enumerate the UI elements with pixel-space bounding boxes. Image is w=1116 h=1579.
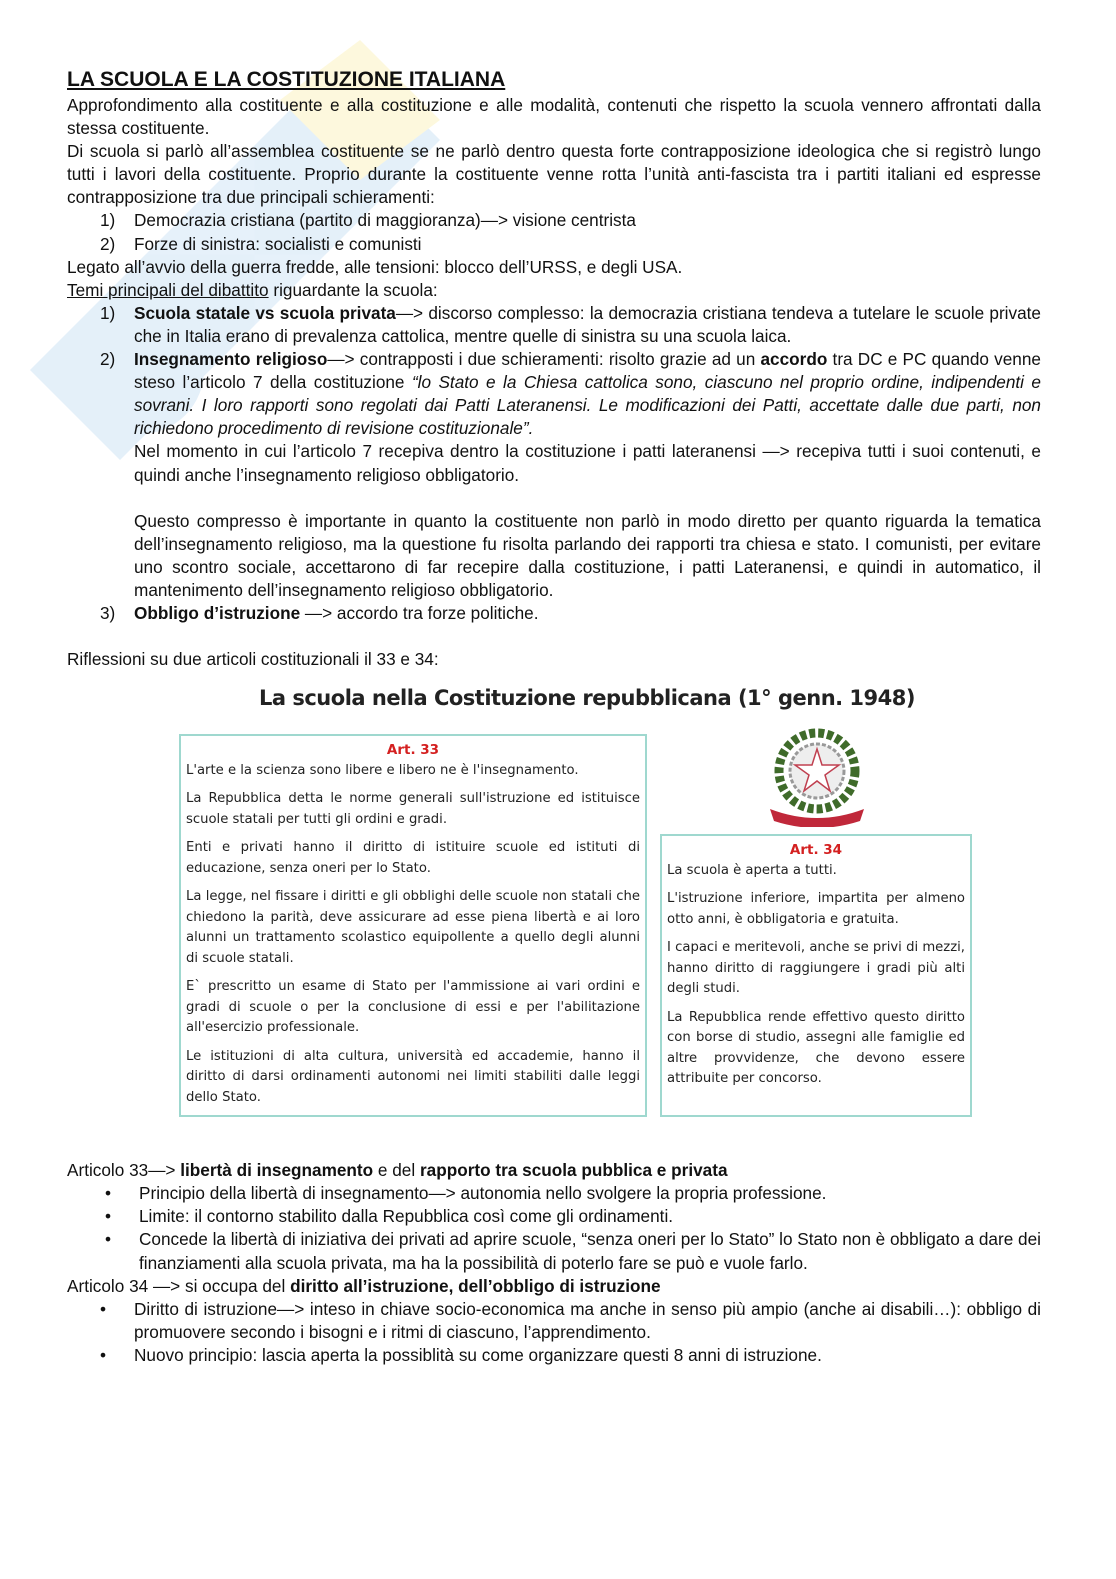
topic-bold: accordo xyxy=(760,349,828,370)
italian-republic-emblem-icon xyxy=(762,727,872,827)
temi-label-rest: riguardante la scuola: xyxy=(268,279,438,300)
heading-text: Articolo 33—> xyxy=(67,1160,181,1181)
list-number: 3) xyxy=(100,602,116,623)
art34-paragraph: L'istruzione inferiore, impartita per almeno otto anni, è obbligatoria e gratuita. xyxy=(667,891,965,927)
topic-text: —> discorso complesso: la democrazia cristiana tendeva a tutelare le scuole private che in Italia erano di prevalenza cattolica, mentre quelle di sinistra su una scuola laica. xyxy=(134,302,1041,346)
blank-line xyxy=(67,625,1041,648)
heading-text: Articolo 34 —> si occupa del xyxy=(67,1275,291,1296)
temi-label: Temi principali del dibattito xyxy=(67,279,269,300)
art34-bullets xyxy=(67,1298,1041,1367)
art33-box xyxy=(179,734,647,1117)
bullet-item xyxy=(67,1205,1041,1228)
constitution-figure xyxy=(67,683,1041,1153)
topic-text: tra DC e PC quando venne steso l’articolo 7 della costituzione xyxy=(134,349,1041,393)
topic-title: Insegnamento religioso xyxy=(134,349,328,370)
temi-heading xyxy=(67,279,1041,302)
art33-notes-heading xyxy=(67,1159,1041,1182)
bullet-item xyxy=(67,1182,1041,1205)
heading-bold: rapporto tra scuola pubblica e privata xyxy=(419,1160,728,1181)
topic-text: —> contrapposti i due schieramenti: risolto grazie ad un xyxy=(327,349,761,370)
art33-heading: Art. 33 xyxy=(386,742,440,759)
list-number: 2) xyxy=(100,233,116,254)
bullet-item xyxy=(67,1228,1041,1274)
list-number: 2) xyxy=(100,349,116,370)
heading-bold: diritto all’istruzione, dell’obbligo di istruzione xyxy=(290,1275,661,1296)
list-item xyxy=(67,302,1041,348)
list-item xyxy=(67,209,1041,232)
heading-bold: libertà di insegnamento xyxy=(180,1160,374,1181)
list-text: Democrazia cristiana (partito di maggioranza)—> visione centrista xyxy=(134,210,636,231)
intro-paragraph: Approfondimento alla costituente e alla costituzione e alle modalità, contenuti che rispetto la scuola vennero affrontati dalla stessa costituente. xyxy=(67,95,1041,139)
art33-paragraph: La Repubblica detta le norme generali sull'istruzione ed istituisce scuole statali per tutti gli ordini e gradi. xyxy=(186,791,640,827)
art34-box xyxy=(660,834,972,1117)
topic-text: —> accordo tra forze politiche. xyxy=(300,602,539,623)
schieramenti-list xyxy=(67,209,1041,255)
guerra-fredda-paragraph: Legato all’avvio della guerra fredde, alle tensioni: blocco dell’URSS, e degli USA. xyxy=(67,256,683,277)
bullet-text: Nuovo principio: lascia aperta la possiblità su come organizzare questi 8 anni di istruzione. xyxy=(134,1344,822,1365)
art33-bullets xyxy=(67,1182,1041,1274)
bullet-text: Principio della libertà di insegnamento—> autonomia nello svolgere la propria professione. xyxy=(139,1183,827,1204)
intro-paragraph: Di scuola si parlò all’assemblea costituente se ne parlò dentro questa forte contrapposizione ideologica che si registrò lungo tutti i lavori della costituente. Proprio durante la costituente venne rotta l’unità anti-fascista tra i partiti italiani ed espresse contrapposizione tra due principali schieramenti: xyxy=(67,141,1041,208)
bullet-item xyxy=(67,1298,1041,1344)
art34-notes-heading xyxy=(67,1275,1041,1298)
bullet-icon: • xyxy=(100,1344,107,1365)
art33-paragraph: E` prescritto un esame di Stato per l'ammissione ai vari ordini e gradi di scuole o per la conclusione di essi e per l'abilitazione all'esercizio professionale. xyxy=(186,979,640,1036)
art33-paragraph: La legge, nel fissare i diritti e gli obblighi delle scuole non statali che chiedono la parità, deve assicurare ad esse piena libertà e ai loro alunni un trattamento scolastico equipollente a quello degli alunni di scuole statali. xyxy=(186,889,640,966)
riflessioni-paragraph: Riflessioni su due articoli costituzionali il 33 e 34: xyxy=(67,649,439,670)
art33-paragraph: Enti e privati hanno il diritto di istituire scuole ed istituti di educazione, senza oneri per lo Stato. xyxy=(186,840,640,876)
bullet-icon: • xyxy=(105,1229,112,1250)
article-7-quote: “lo Stato e la Chiesa cattolica sono, ciascuno nel proprio ordine, indipendenti e sovrani. I loro rapporti sono regolati dai Patti Lateranensi. Le modificazioni dei Patti, accettate dalle due parti, non richiedono procedimento di revisione costituzionale”. xyxy=(134,372,1041,439)
art34-paragraph: I capaci e meritevoli, anche se privi di mezzi, hanno diritto di raggiungere i gradi più alti degli studi. xyxy=(667,940,965,997)
list-item xyxy=(67,602,1041,625)
topic-paragraph: Nel momento in cui l’articolo 7 recepiva dentro la costituzione i patti lateranensi —> recepiva tutti i suoi contenuti, e quindi anche l’insegnamento religioso obbligatorio. xyxy=(134,441,1041,485)
bullet-text: Limite: il contorno stabilito dalla Repubblica così come gli ordinamenti. xyxy=(139,1206,674,1227)
list-number: 1) xyxy=(100,302,116,323)
topic-title: Obbligo d’istruzione xyxy=(134,602,301,623)
art34-heading: Art. 34 xyxy=(789,842,843,859)
document-page xyxy=(67,66,1041,1367)
bullet-item xyxy=(67,1344,1041,1367)
blank-line xyxy=(134,487,1041,510)
list-item xyxy=(67,233,1041,256)
art33-paragraph: L'arte e la scienza sono libere e libero ne è l'insegnamento. xyxy=(186,762,579,778)
bullet-icon: • xyxy=(105,1206,112,1227)
art34-paragraph: La scuola è aperta a tutti. xyxy=(667,862,837,878)
figure-title: La scuola nella Costituzione repubblicana (1° genn. 1948) xyxy=(259,686,915,711)
art34-paragraph: La Repubblica rende effettivo questo diritto con borse di studio, assegni alle famiglie ed altre provvidenze, che devono essere attribuite per concorso. xyxy=(667,1009,965,1087)
art33-paragraph: Le istituzioni di alta cultura, università ed accademie, hanno il diritto di darsi ordinamenti autonomi nei limiti stabiliti dalle leggi dello Stato. xyxy=(186,1048,640,1105)
temi-list xyxy=(67,302,1041,625)
heading-text: e del xyxy=(373,1160,420,1181)
list-number: 1) xyxy=(100,210,116,231)
bullet-text: Concede la libertà di iniziativa dei privati ad aprire scuole, “senza oneri per lo Stato” lo Stato non è obbligato a dare dei finanziamenti alla scuola privata, ma ha la possibilità di poterlo fare se può e vuole farlo. xyxy=(139,1229,1041,1273)
list-item xyxy=(67,348,1041,602)
bullet-text: Diritto di istruzione—> inteso in chiave socio-economica ma anche in senso più ampio (anche ai disabili…): obbligo di promuovere secondo i bisogni e i ritmi di ciascuno, l’apprendimento. xyxy=(134,1298,1041,1342)
page-title: LA SCUOLA E LA COSTITUZIONE ITALIANA xyxy=(67,68,506,91)
bullet-icon: • xyxy=(100,1298,107,1319)
bullet-icon: • xyxy=(105,1183,112,1204)
topic-paragraph: Questo compresso è importante in quanto la costituente non parlò in modo diretto per quanto riguarda la tematica dell’insegnamento religioso, ma la questione fu risolta parlando dei rapporti tra chiesa e stato. I comunisti, per evitare uno scontro sociale, accettarono di far recepire dalla costituzione, i patti Lateranensi, e quindi in automatico, il mantenimento dell’insegnamento religioso obbligatorio. xyxy=(134,510,1041,600)
list-text: Forze di sinistra: socialisti e comunisti xyxy=(134,233,422,254)
topic-title: Scuola statale vs scuola privata xyxy=(134,302,396,323)
